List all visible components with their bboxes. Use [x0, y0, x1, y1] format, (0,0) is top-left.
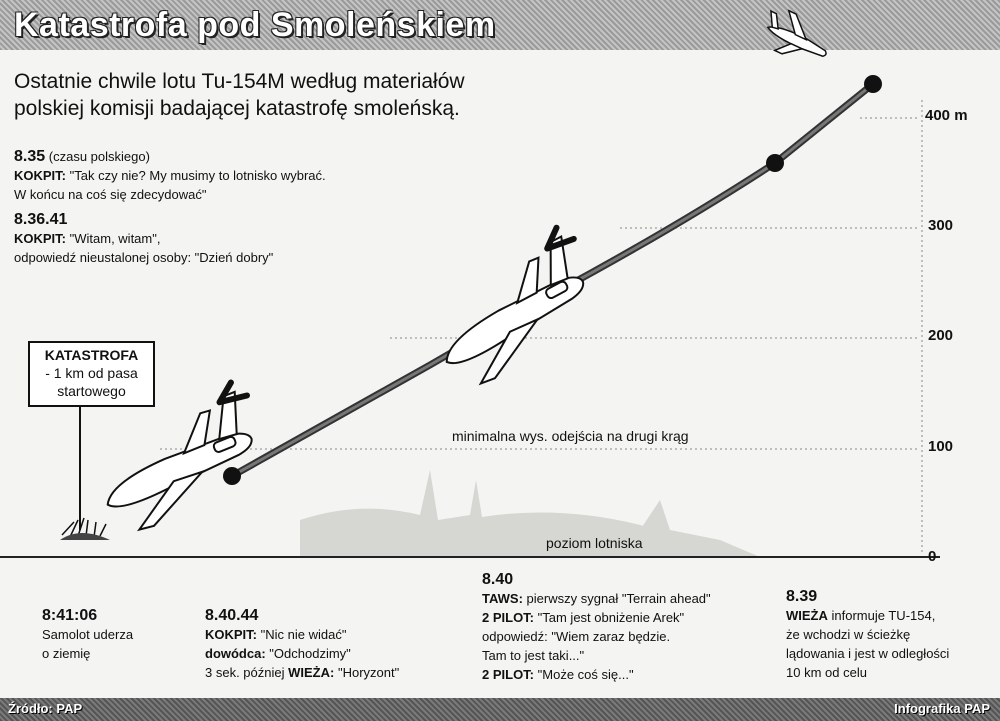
footer-bar	[0, 698, 1000, 721]
event-840-text-4: Tam to jest taki..."	[482, 648, 585, 663]
event-840-text-1: pierwszy sygnał "Terrain ahead"	[526, 591, 711, 606]
event-835-time-note: (czasu polskiego)	[48, 149, 150, 164]
event-840-text-5: "Może coś się..."	[537, 667, 634, 682]
event-839-speaker: WIEŻA	[786, 608, 828, 623]
plane-icon-small	[757, 4, 836, 71]
event-84106-text-1: Samolot uderza	[42, 627, 134, 642]
plane-icon-middle	[415, 223, 614, 395]
event-84044-text-2: "Odchodzimy"	[269, 646, 351, 661]
subtitle-line-2: polskiej komisji badającej katastrofę smoleńską.	[14, 97, 460, 120]
event-84044-time: 8.40.44	[205, 607, 259, 624]
event-84044-speaker-3: WIEŻA:	[288, 665, 335, 680]
footer-source: Źródło: PAP	[8, 701, 83, 716]
event-84044	[205, 606, 465, 682]
event-84106	[42, 606, 182, 663]
crash-sign-line-2: startowego	[57, 383, 126, 399]
crash-sign-heading: KATASTROFA	[44, 347, 139, 363]
subtitle-line-1: Ostatnie chwile lotu Tu-154M według materiałów	[14, 70, 465, 93]
event-84044-text-3b: "Horyzont"	[337, 665, 400, 680]
marker-839	[864, 75, 882, 93]
altitude-label-200: 200	[928, 327, 954, 344]
event-840-speaker-1: TAWS:	[482, 591, 523, 606]
altitude-label-400: 400 m	[925, 107, 968, 124]
event-840	[482, 570, 772, 684]
event-840-text-3: odpowiedź: "Wiem zaraz będzie.	[482, 629, 671, 644]
event-84044-speaker-2: dowódca:	[205, 646, 266, 661]
event-835-text-1: "Tak czy nie? My musimy to lotnisko wybrać.	[69, 168, 326, 183]
page-title: Katastrofa pod Smoleńskiem	[14, 6, 496, 44]
event-835	[14, 147, 434, 204]
event-84044-text-1: "Nic nie widać"	[260, 627, 347, 642]
crash-sign	[28, 341, 155, 407]
altitude-label-100: 100	[928, 438, 954, 455]
event-835-speaker: KOKPIT:	[14, 168, 66, 183]
event-839-time: 8.39	[786, 588, 818, 605]
event-84044-speaker-1: KOKPIT:	[205, 627, 257, 642]
min-go-around-label: minimalna wys. odejścia na drugi krąg	[452, 428, 689, 444]
footer-credit: Infografika PAP	[894, 701, 990, 716]
impact-mound	[60, 533, 110, 540]
event-83641-text-1: "Witam, witam",	[69, 231, 161, 246]
event-839-text-1: informuje TU-154,	[831, 608, 936, 623]
event-839-text-4: 10 km od celu	[786, 665, 867, 680]
altitude-label-300: 300	[928, 217, 954, 234]
event-83641	[14, 210, 434, 267]
event-83641-time: 8.36.41	[14, 211, 68, 228]
event-84106-time: 8:41:06	[42, 607, 98, 624]
event-83641-speaker: KOKPIT:	[14, 231, 66, 246]
airport-level-label: poziom lotniska	[546, 535, 643, 551]
altitude-label-0: 0	[928, 548, 937, 565]
event-84106-text-2: o ziemię	[42, 646, 91, 661]
event-835-time: 8.35	[14, 148, 46, 165]
event-84044-text-3a: 3 sek. później	[205, 665, 285, 680]
marker-84044	[223, 467, 241, 485]
event-840-text-2: "Tam jest obniżenie Arek"	[537, 610, 685, 625]
event-839-text-2: że wchodzi w ścieżkę	[786, 627, 911, 642]
event-840-time: 8.40	[482, 571, 514, 588]
background-silhouette	[300, 470, 760, 557]
event-840-speaker-5: 2 PILOT:	[482, 667, 535, 682]
marker-840	[766, 154, 784, 172]
event-839	[786, 587, 996, 682]
event-835-text-2: W końcu na coś się zdecydować"	[14, 187, 207, 202]
event-839-text-3: lądowania i jest w odległości	[786, 646, 950, 661]
event-83641-text-2: odpowiedź nieustalonej osoby: "Dzień dobry"	[14, 250, 274, 265]
event-840-speaker-2: 2 PILOT:	[482, 610, 535, 625]
crash-sign-line-1: - 1 km od pasa	[45, 365, 138, 381]
